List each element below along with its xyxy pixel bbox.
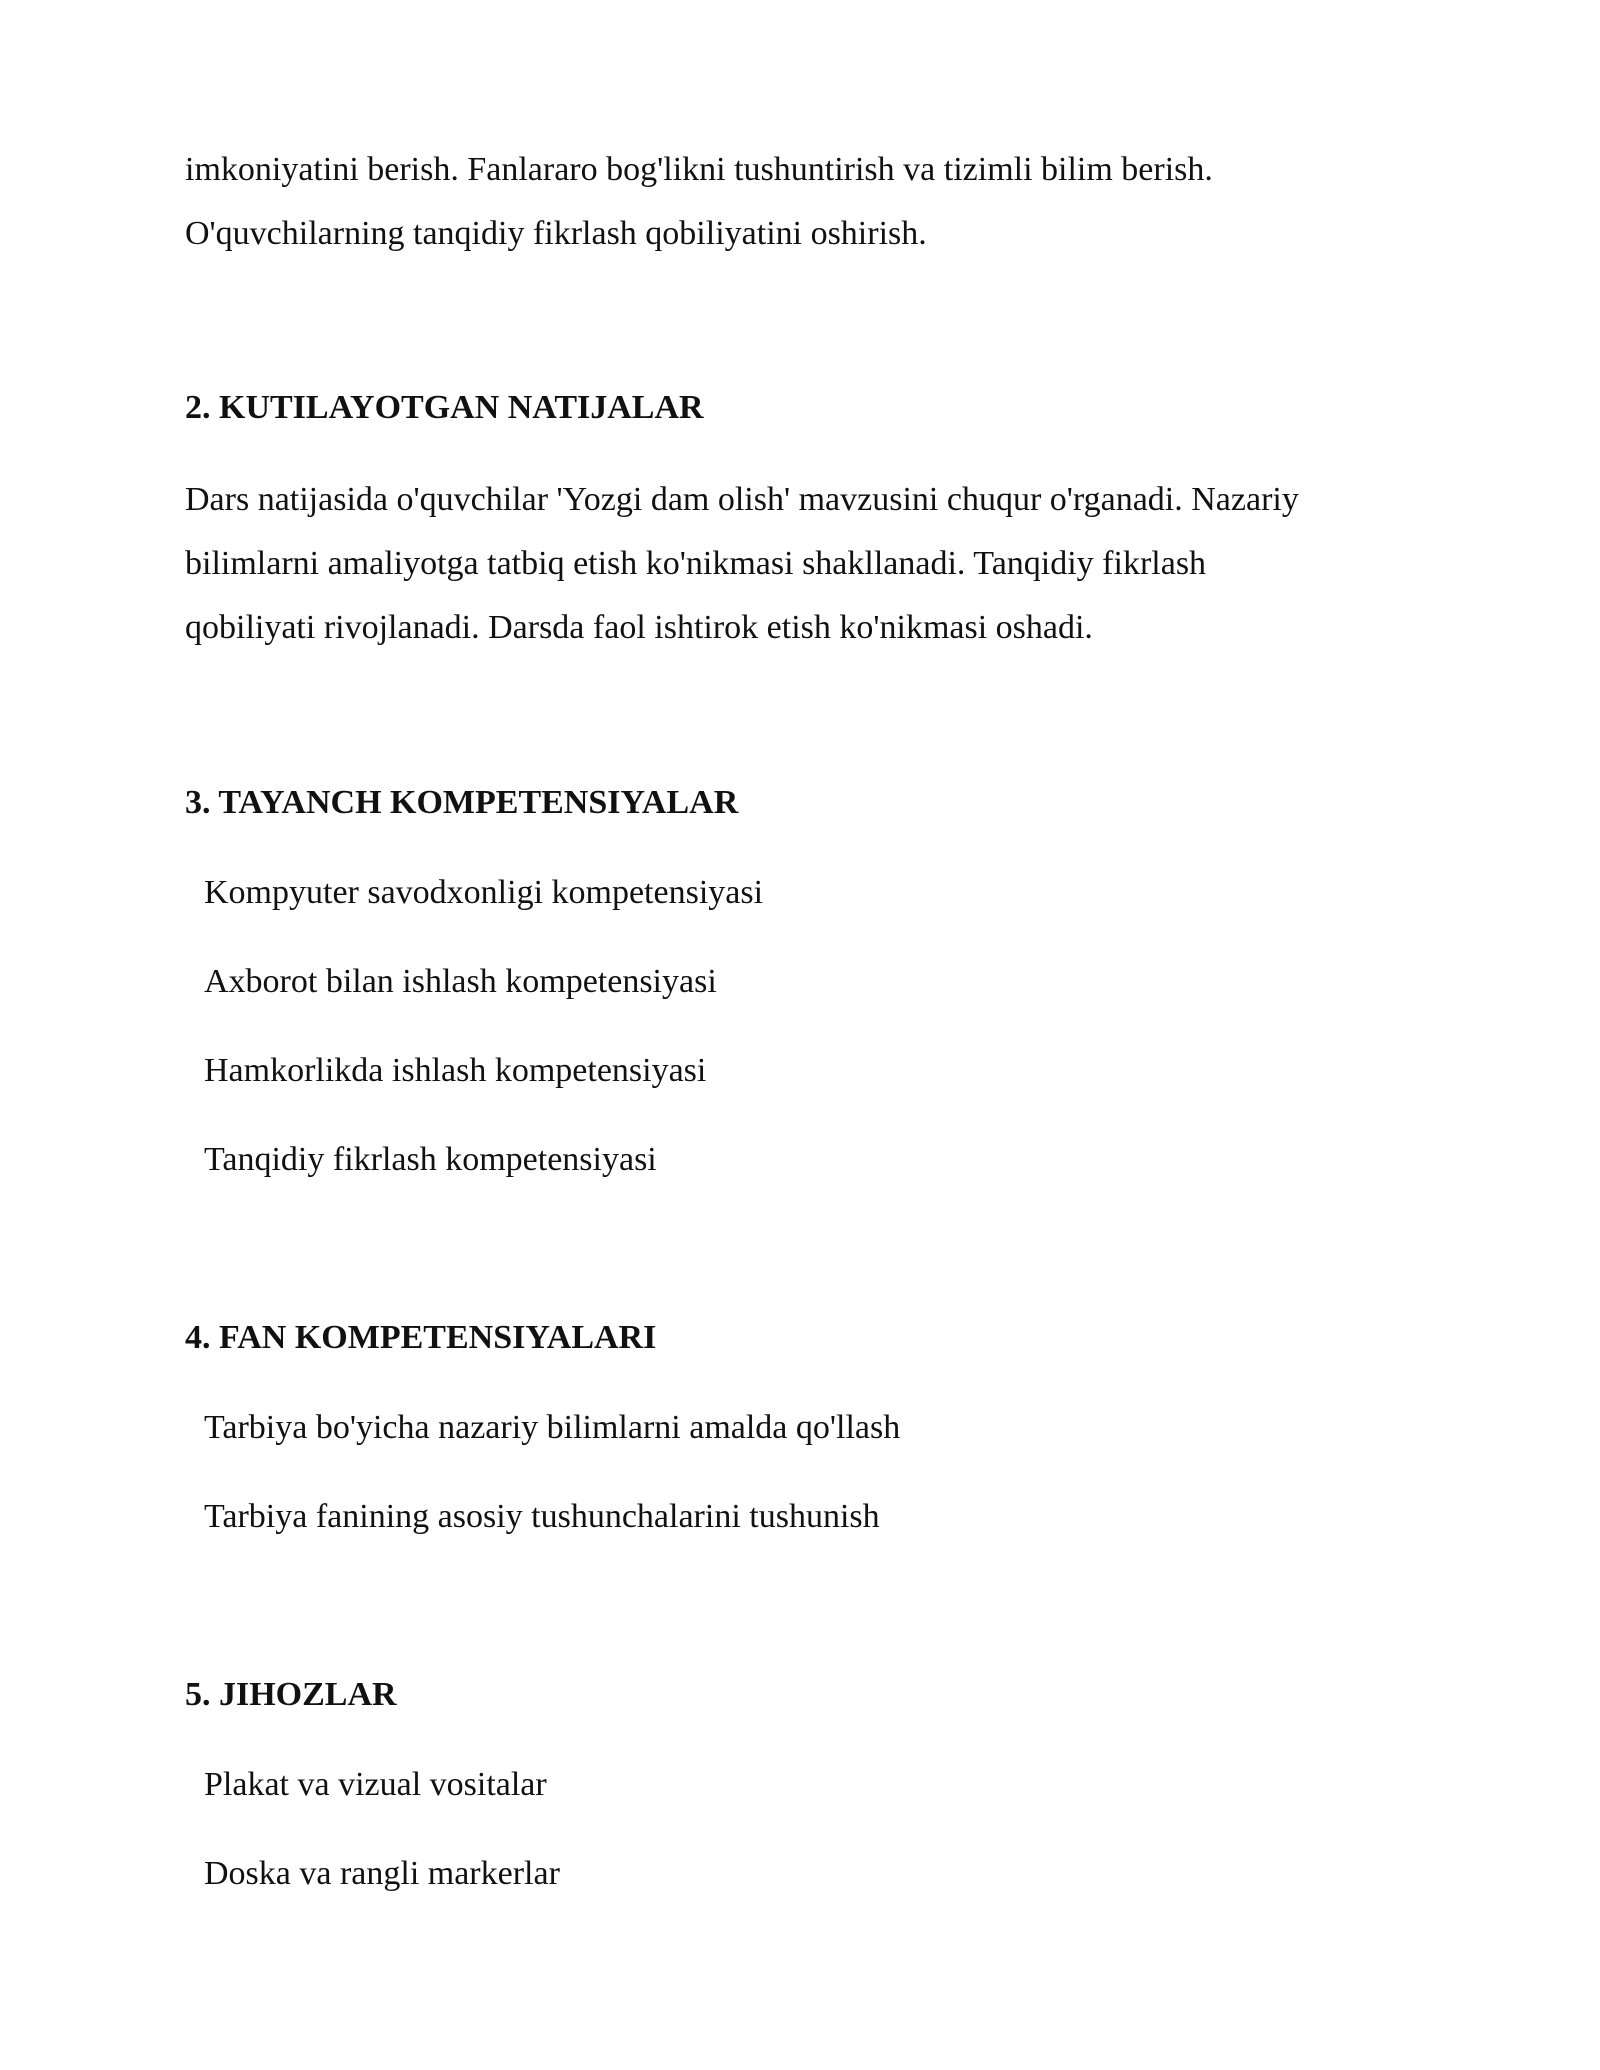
list-item: Tarbiya bo'yicha nazariy bilimlarni amalda qo'llash bbox=[204, 1409, 901, 1446]
list-item: Axborot bilan ishlash kompetensiyasi bbox=[204, 963, 717, 1000]
section2-line-2: bilimlarni amaliyotga tatbiq etish ko'nikmasi shakllanadi. Tanqidiy fikrlash bbox=[185, 545, 1207, 582]
list-item: Hamkorlikda ishlash kompetensiyasi bbox=[204, 1052, 707, 1089]
intro-paragraph bbox=[185, 138, 1425, 266]
list-item: Kompyuter savodxonligi kompetensiyasi bbox=[204, 874, 764, 911]
section-heading-tayanch-kompetensiyalar: 3. TAYANCH KOMPETENSIYALAR bbox=[185, 784, 739, 821]
list-item: Doska va rangli markerlar bbox=[204, 1855, 560, 1892]
list-item: Tanqidiy fikrlash kompetensiyasi bbox=[204, 1141, 657, 1178]
list-item: Tarbiya fanining asosiy tushunchalarini tushunish bbox=[204, 1498, 880, 1535]
section-heading-kutilayotgan-natijalar: 2. KUTILAYOTGAN NATIJALAR bbox=[185, 389, 704, 426]
intro-line-1: imkoniyatini berish. Fanlararo bog'likni tushuntirish va tizimli bilim berish. bbox=[185, 151, 1213, 188]
intro-line-2: O'quvchilarning tanqidiy fikrlash qobiliyatini oshirish. bbox=[185, 215, 927, 252]
section-heading-fan-kompetensiyalari: 4. FAN KOMPETENSIYALARI bbox=[185, 1319, 657, 1356]
section-heading-jihozlar: 5. JIHOZLAR bbox=[185, 1676, 397, 1713]
section2-line-3: qobiliyati rivojlanadi. Darsda faol ishtirok etish ko'nikmasi oshadi. bbox=[185, 609, 1093, 646]
section2-paragraph bbox=[185, 468, 1425, 660]
section2-line-1: Dars natijasida o'quvchilar 'Yozgi dam olish' mavzusini chuqur o'rganadi. Nazariy bbox=[185, 481, 1299, 518]
list-item: Plakat va vizual vositalar bbox=[204, 1766, 547, 1803]
